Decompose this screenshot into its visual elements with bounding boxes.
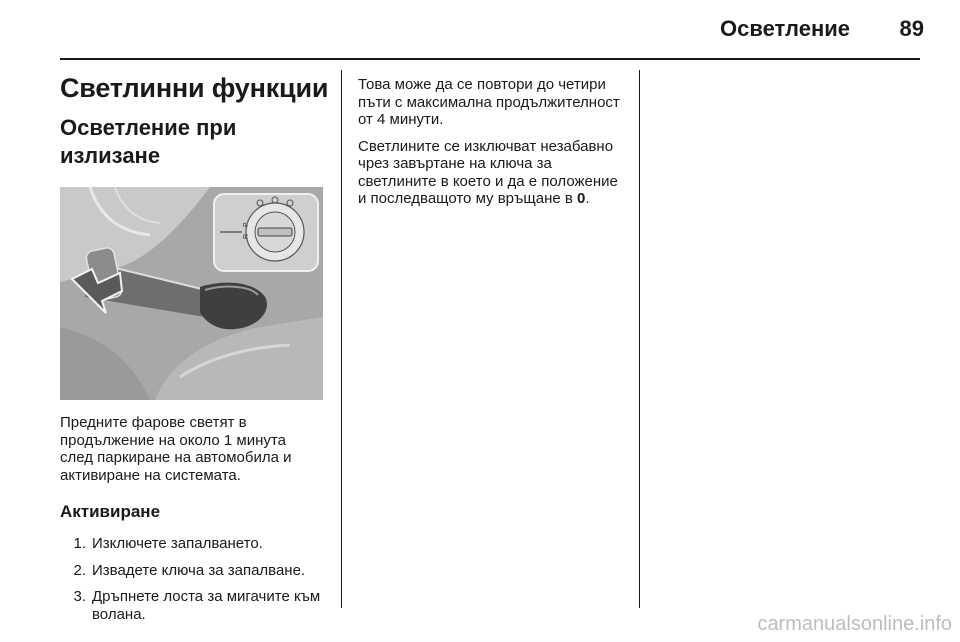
paragraph-repeat-info: Това може да се повтори до четири пъти с максимална продължителност от 4 минути.	[358, 76, 620, 128]
paragraph-switch-off-info	[358, 138, 628, 208]
section-title: Осветление при излизане	[60, 115, 237, 168]
figure-label-p: P	[243, 222, 250, 227]
running-header-title: Осветление	[720, 16, 850, 41]
step-text: Изключете запалването.	[92, 535, 263, 552]
watermark: carmanualsonline.info	[757, 613, 952, 635]
intro-paragraph: Предните фарове светят в продължение на около 1 минута след паркиране на автомобила и активиране на системата.	[60, 414, 292, 484]
step-text: Дръпнете лоста за мигачите към волана.	[92, 588, 321, 623]
steps-list	[60, 535, 330, 623]
column-divider-2	[639, 70, 640, 608]
column-divider-1	[341, 70, 342, 608]
chapter-title: Светлинни функции	[60, 73, 329, 103]
figure-label-r: R	[243, 233, 250, 239]
step-number: 3.	[73, 588, 86, 605]
subheading-activation: Активиране	[60, 502, 161, 521]
header-rule	[60, 58, 920, 60]
step-item	[60, 535, 330, 553]
step-item	[60, 588, 330, 623]
lever-illustration	[60, 187, 323, 400]
step-text: Извадете ключа за запалване.	[92, 561, 306, 579]
step-number: 2.	[73, 561, 86, 579]
paragraph-end: .	[585, 190, 590, 207]
middle-column	[358, 76, 628, 217]
left-column	[60, 72, 330, 632]
position-zero-symbol: 0	[577, 190, 586, 207]
page-number: 89	[899, 16, 924, 41]
step-item	[60, 562, 330, 580]
paragraph-text: Светлините се изключват незабавно чрез завъртане на ключа за светлините в което и да е положение и последващото му връщане в	[358, 137, 618, 207]
step-number: 1.	[73, 535, 86, 552]
